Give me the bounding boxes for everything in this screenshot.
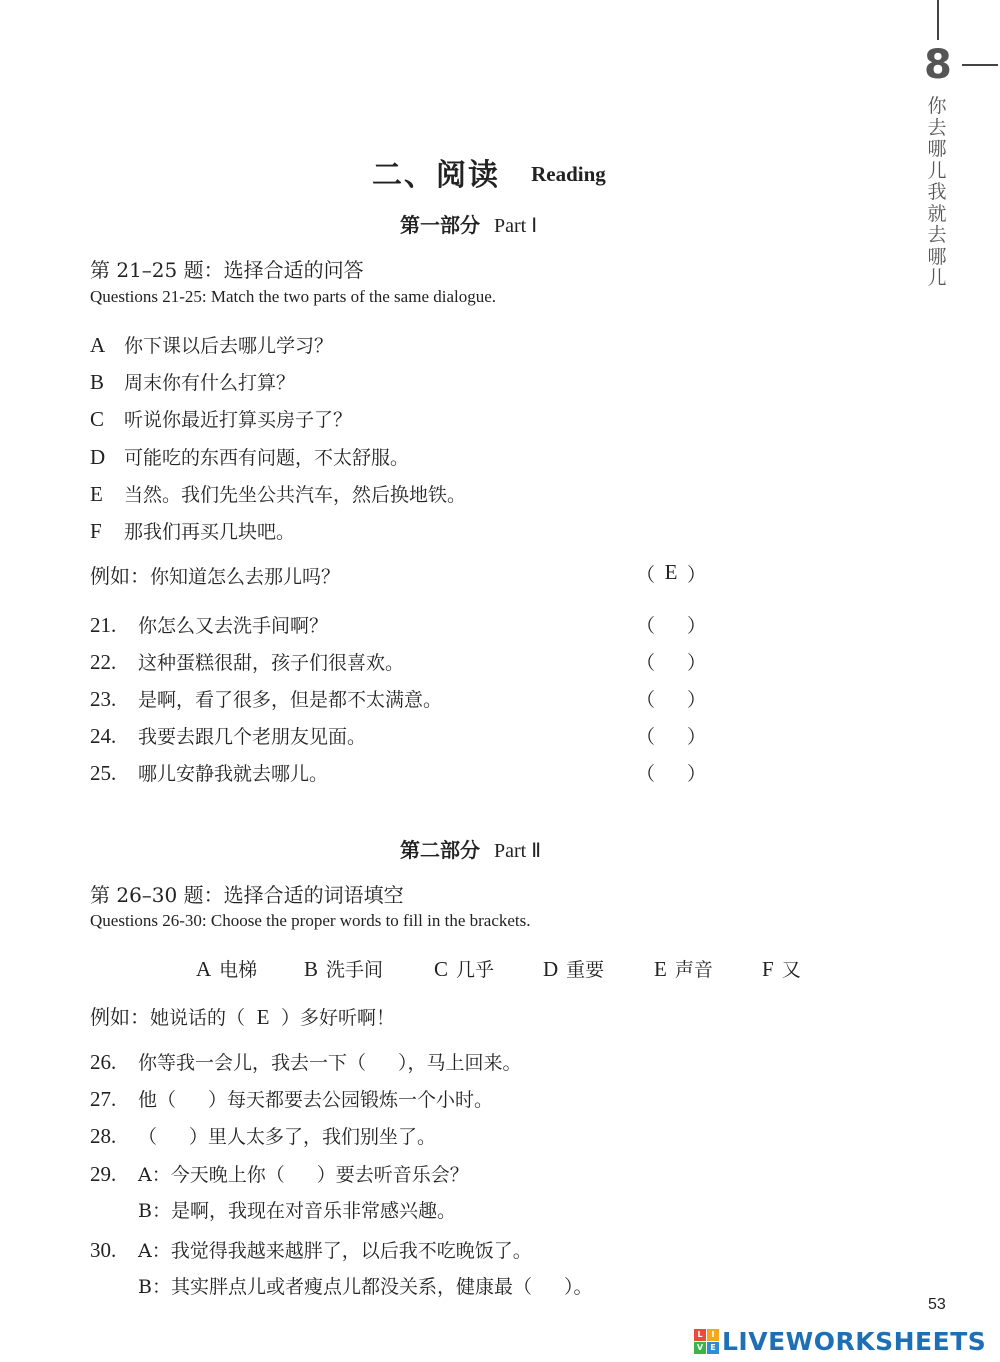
question-23 bbox=[90, 685, 442, 712]
part1-title-cn: 第一部分 bbox=[400, 213, 480, 237]
side-vertical-line bbox=[937, 0, 939, 40]
option-a bbox=[90, 331, 333, 358]
question-number: 29. bbox=[90, 1162, 117, 1186]
word-option-a bbox=[196, 955, 257, 982]
question-text: 你怎么又去洗手间啊？ bbox=[138, 615, 329, 637]
word-letter: B bbox=[304, 957, 319, 981]
part1-instruction-en: Questions 21-25: Match the two parts of the same dialogue. bbox=[90, 287, 497, 306]
word-option-f bbox=[762, 955, 801, 982]
example-label: 例如： bbox=[90, 1005, 150, 1029]
example-after: ）多好听啊！ bbox=[281, 1007, 396, 1029]
part2-example bbox=[90, 1001, 395, 1030]
chapter-number: 8 bbox=[924, 42, 952, 88]
question-30-b bbox=[138, 1272, 592, 1299]
watermark-text: LIVEWORKSHEETS bbox=[722, 1326, 987, 1356]
option-text: 听说你最近打算买房子了？ bbox=[124, 409, 353, 431]
option-letter: D bbox=[90, 445, 106, 469]
part1-example bbox=[90, 560, 340, 589]
option-letter: E bbox=[90, 482, 103, 506]
answer-bracket-23[interactable]: （ ） bbox=[636, 689, 706, 711]
part2-title-cn: 第二部分 bbox=[400, 838, 480, 862]
question-text: 哪儿安静我就去哪儿。 bbox=[138, 763, 329, 785]
example-before: 她说话的（ bbox=[150, 1007, 246, 1029]
word-letter: C bbox=[434, 957, 449, 981]
question-number: 27. bbox=[90, 1087, 117, 1111]
option-text: 你下课以后去哪儿学习？ bbox=[124, 335, 334, 357]
option-letter: C bbox=[90, 407, 105, 431]
part2-title bbox=[400, 834, 541, 863]
question-25 bbox=[90, 759, 328, 786]
option-text: 那我们再买几块吧。 bbox=[124, 521, 296, 543]
section-heading bbox=[372, 150, 606, 194]
question-text-before: （ bbox=[138, 1126, 158, 1148]
question-text: 是啊，看了很多，但是都不太满意。 bbox=[138, 689, 443, 711]
example-text: 你知道怎么去那儿吗？ bbox=[150, 566, 341, 588]
question-number: 26. bbox=[90, 1050, 117, 1074]
chapter-title: 你去哪儿我就去哪儿 bbox=[927, 95, 947, 289]
page-number: 53 bbox=[928, 1296, 946, 1313]
question-number: 24. bbox=[90, 724, 117, 748]
question-30 bbox=[90, 1236, 532, 1263]
word-option-c bbox=[434, 955, 494, 982]
word-text: 又 bbox=[781, 959, 801, 981]
example-label: 例如： bbox=[90, 564, 150, 588]
word-text: 洗手间 bbox=[326, 959, 384, 981]
liveworksheets-watermark bbox=[694, 1324, 986, 1358]
option-text: 可能吃的东西有问题，不太舒服。 bbox=[124, 447, 410, 469]
part1-title bbox=[400, 209, 537, 238]
question-21 bbox=[90, 611, 328, 638]
option-e bbox=[90, 480, 466, 507]
question-text-after: ）里人太多了，我们别坐了。 bbox=[189, 1126, 437, 1148]
question-number: 21. bbox=[90, 613, 117, 637]
question-text-a: A：我觉得我越来越胖了，以后我不吃晚饭了。 bbox=[138, 1240, 532, 1262]
word-letter: A bbox=[196, 957, 212, 981]
question-number: 28. bbox=[90, 1124, 117, 1148]
example-answer: E bbox=[256, 1005, 270, 1029]
word-option-e bbox=[654, 955, 713, 982]
question-text-before: 你等我一会儿，我去一下（ bbox=[138, 1052, 367, 1074]
word-option-b bbox=[304, 955, 383, 982]
question-text-b-before: B：其实胖点儿或者瘦点儿都没关系，健康最（ bbox=[138, 1276, 532, 1298]
question-26 bbox=[90, 1048, 522, 1075]
option-letter: A bbox=[90, 333, 106, 357]
word-text: 声音 bbox=[674, 959, 713, 981]
option-text: 周末你有什么打算？ bbox=[124, 372, 296, 394]
question-22 bbox=[90, 648, 404, 675]
question-number: 22. bbox=[90, 650, 117, 674]
option-b bbox=[90, 368, 295, 395]
word-letter: F bbox=[762, 957, 774, 981]
answer-bracket-21[interactable]: （ ） bbox=[636, 615, 706, 637]
question-text-a-after: ）要去听音乐会？ bbox=[316, 1164, 469, 1186]
question-text-a-before: A：今天晚上你（ bbox=[138, 1164, 285, 1186]
word-text: 重要 bbox=[566, 959, 605, 981]
part1-instruction-cn: 第 21–25 题：选择合适的问答 bbox=[90, 258, 364, 282]
question-27 bbox=[90, 1085, 493, 1112]
question-text: 我要去跟几个老朋友见面。 bbox=[138, 726, 367, 748]
question-number: 25. bbox=[90, 761, 117, 785]
word-letter: D bbox=[543, 957, 559, 981]
option-letter: B bbox=[90, 370, 105, 394]
word-letter: E bbox=[654, 957, 667, 981]
side-horizontal-line bbox=[962, 64, 998, 66]
question-24 bbox=[90, 722, 366, 749]
example-answer-bracket: （ E ） bbox=[636, 560, 706, 586]
question-number: 30. bbox=[90, 1238, 117, 1262]
answer-bracket-24[interactable]: （ ） bbox=[636, 726, 706, 748]
word-text: 电梯 bbox=[219, 959, 258, 981]
question-text-b-after: ）。 bbox=[563, 1276, 593, 1298]
example-answer: E bbox=[664, 560, 678, 584]
liveworksheets-logo-icon: L I V E bbox=[694, 1329, 719, 1354]
option-c bbox=[90, 405, 352, 432]
word-text: 几乎 bbox=[456, 959, 495, 981]
word-option-d bbox=[543, 955, 604, 982]
part1-title-en: Part Ⅰ bbox=[494, 215, 538, 237]
option-text: 当然。我们先坐公共汽车，然后换地铁。 bbox=[124, 484, 467, 506]
question-text: 这种蛋糕很甜，孩子们很喜欢。 bbox=[138, 652, 405, 674]
option-letter: F bbox=[90, 519, 102, 543]
question-text-after: ）每天都要去公园锻炼一个小时。 bbox=[208, 1089, 494, 1111]
question-29 bbox=[90, 1160, 469, 1187]
question-29-b: B：是啊，我现在对音乐非常感兴趣。 bbox=[138, 1200, 456, 1222]
question-text-after: ），马上回来。 bbox=[398, 1052, 522, 1074]
question-text-before: 他（ bbox=[138, 1089, 177, 1111]
part2-title-en: Part Ⅱ bbox=[494, 840, 542, 862]
part2-instruction-en: Questions 26-30: Choose the proper words to fill in the brackets. bbox=[90, 911, 531, 930]
option-f bbox=[90, 517, 295, 544]
answer-bracket-25[interactable]: （ ） bbox=[636, 763, 706, 785]
part2-instruction-cn: 第 26–30 题：选择合适的词语填空 bbox=[90, 883, 404, 907]
question-number: 23. bbox=[90, 687, 117, 711]
heading-en: Reading bbox=[531, 162, 606, 186]
question-28 bbox=[90, 1122, 436, 1149]
option-d bbox=[90, 443, 409, 470]
heading-cn: 二、阅读 bbox=[372, 158, 500, 193]
answer-bracket-22[interactable]: （ ） bbox=[636, 652, 706, 674]
